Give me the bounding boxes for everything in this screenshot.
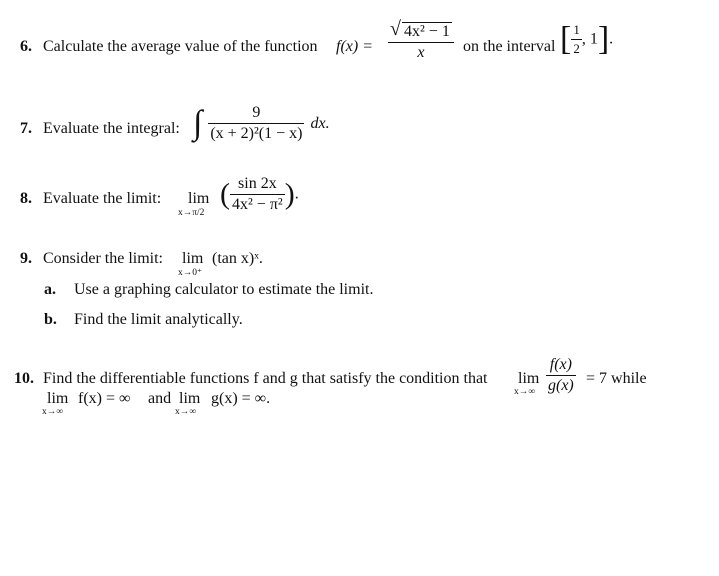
problem-9a-text: Use a graphing calculator to estimate the limit.	[74, 281, 374, 298]
problem-6-interval: [ $\frac{1}{2}$ , 1].	[560, 20, 614, 58]
problem-8-numerator: sin 2x	[238, 175, 277, 192]
problem-8-denominator: 4x² − π²	[232, 196, 283, 213]
problem-8-number: 8.	[20, 190, 32, 207]
integral-sign-icon: ∫	[193, 104, 203, 142]
problem-10-line2-expr2: g(x) = ∞.	[211, 390, 271, 407]
problem-7-dx: dx.	[310, 114, 330, 132]
problem-9b-text: Find the limit analytically.	[74, 311, 243, 328]
problem-10-line2-lim2: lim	[179, 390, 201, 407]
problem-10-number: 10.	[14, 370, 34, 387]
problem-10-frac-num: f(x)	[549, 356, 572, 373]
problem-9-lim-sub: x→0⁺	[178, 268, 203, 278]
problem-8-lim: lim	[188, 190, 210, 207]
problem-9a-label: a.	[44, 281, 56, 298]
problem-10-text: Find the differentiable functions f and g that satisfy the condition that	[43, 370, 488, 387]
problem-6-denominator: x	[417, 44, 425, 61]
problem-9-number: 9.	[20, 250, 32, 267]
problem-9-expr: (tan x)ˣ.	[212, 250, 263, 267]
problem-6-on-interval: on the interval	[463, 38, 556, 55]
problem-7-text: Evaluate the integral:	[43, 120, 180, 137]
problem-10-frac-den: g(x)	[548, 377, 574, 394]
problem-7-number: 7.	[20, 120, 32, 137]
problem-9-text: Consider the limit:	[43, 250, 163, 267]
problem-6-fraction: √ 4x² − 1 x	[388, 22, 454, 62]
problem-10-line2-and: and	[148, 390, 172, 407]
problem-9-lim: lim	[182, 250, 204, 267]
problem-10-tail: = 7 while	[586, 370, 647, 387]
problem-10-lim-sub: x→∞	[514, 387, 536, 397]
problem-6-text: Calculate the average value of the function	[43, 38, 318, 55]
problem-9b-label: b.	[44, 311, 57, 328]
problem-10-lim: lim	[518, 370, 540, 387]
problem-6-sqrt-expr: 4x² − 1	[404, 23, 450, 40]
problem-8-text: Evaluate the limit:	[43, 190, 162, 207]
problem-6-func: f(x) =	[336, 38, 373, 55]
problem-7-numerator: 9	[252, 104, 261, 121]
problem-10-fraction	[546, 356, 576, 395]
problem-6-number: 6.	[20, 38, 32, 55]
problem-10-line2-sub1: x→∞	[42, 407, 64, 417]
problem-10-line2-sub2: x→∞	[175, 407, 197, 417]
problem-8-lim-sub: x→π/2	[178, 208, 205, 218]
problem-7-denominator: (x + 2)²(1 − x)	[210, 125, 303, 142]
problem-8-expression: ( $\frac{\sin 2x}{\text{4x² − π²}}$ ).	[220, 175, 299, 213]
problem-10-line2-expr1: f(x) = ∞	[78, 390, 131, 407]
problem-7-integral	[193, 104, 330, 143]
problem-10-line2-lim1: lim	[47, 390, 69, 407]
